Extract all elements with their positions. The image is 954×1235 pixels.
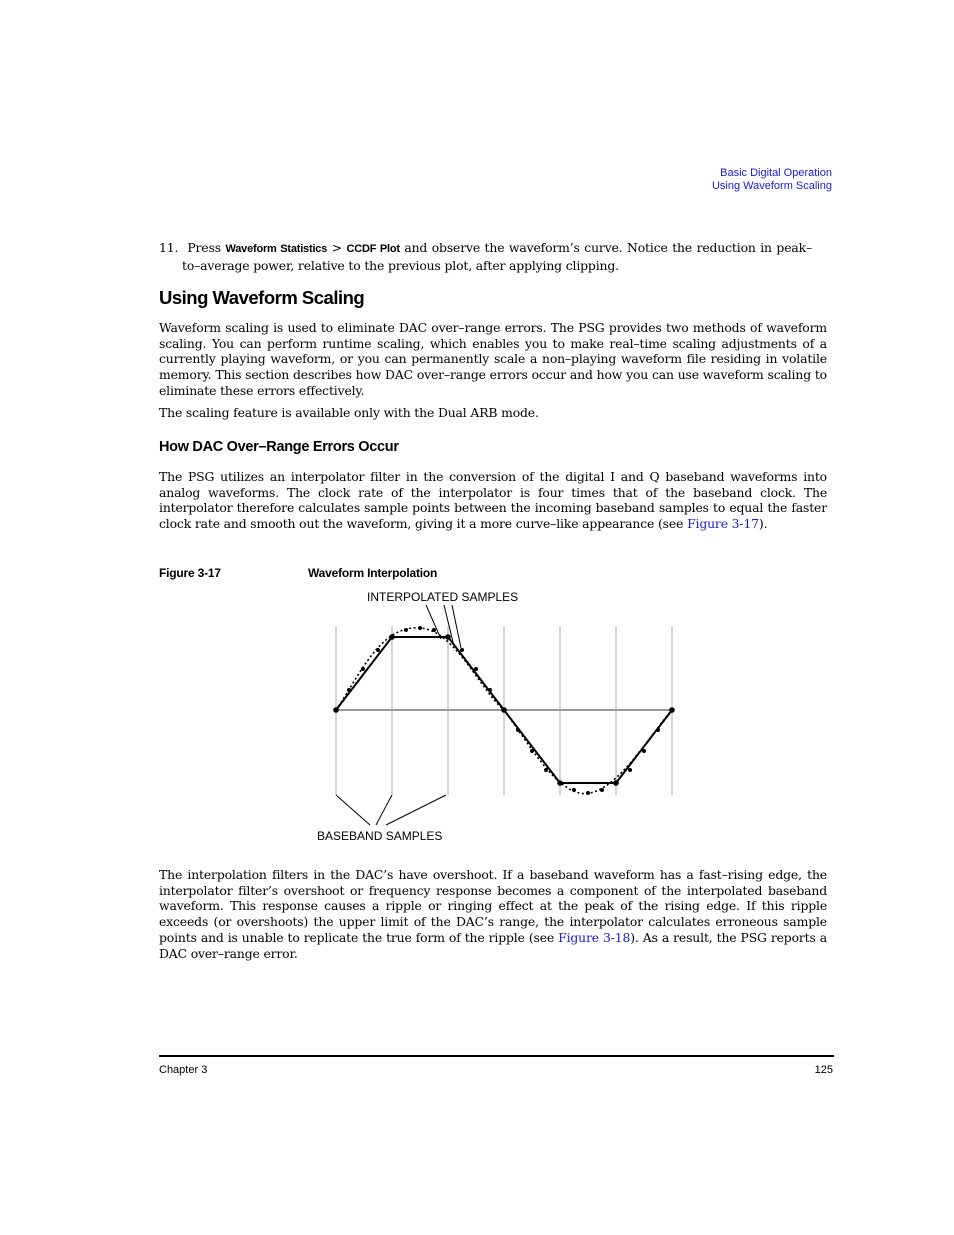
step-number: 11. — [159, 240, 179, 255]
header-section-title[interactable]: Using Waveform Scaling — [711, 179, 832, 192]
softkey-waveform-statistics: Waveform Statistics — [225, 243, 328, 255]
section-heading: Using Waveform Scaling — [159, 287, 365, 308]
figure-3-18-link[interactable]: Figure 3-18 — [558, 929, 631, 945]
subsection-paragraph-2 — [159, 867, 827, 961]
paragraph-end: ). — [758, 516, 768, 532]
baseband-samples-pointers — [336, 795, 446, 825]
step-text: and observe the waveform’s curve. Notice the reduction in peak–to–average power, relative to the previous plot, after applying clipping. — [182, 240, 813, 273]
paragraph-text: The interpolation filters in the DAC’s have overshoot. If a baseband waveform has a fast–rising edge, the interpolator filter’s overshoot or frequency response becomes a component of the interpolated baseband waveform. This response causes a ripple or ringing effect at the peak of the rising edge. If this ripple exceeds (or overshoots) the upper limit of the DAC’s range, the interpolator calculates erroneous sample points and is unable to replicate the true form of the ripple (see — [159, 867, 827, 945]
paragraph-text: The PSG utilizes an interpolator filter in the conversion of the digital I and Q baseband waveforms into analog waveforms. The clock rate of the interpolator is four times that of the baseband clock. The interpolator therefore calculates sample points between the incoming baseband samples to equal the faster clock rate and smooth out the waveform, giving it a more curve–like appearance (see — [159, 469, 827, 532]
softkey-ccdf-plot: CCDF Plot — [346, 243, 400, 255]
subsection-heading: How DAC Over–Range Errors Occur — [159, 439, 399, 455]
subsection-paragraph-1 — [159, 469, 827, 532]
footer-rule — [159, 1055, 834, 1057]
waveform-interpolation-figure — [300, 580, 700, 850]
figure-caption — [159, 566, 438, 580]
footer-chapter: Chapter 3 — [159, 1064, 208, 1076]
procedure-step-11 — [159, 240, 812, 273]
interpolated-samples-label: INTERPOLATED SAMPLES — [367, 590, 519, 604]
figure-number: Figure 3-17 — [159, 566, 221, 580]
softkey-separator: > — [331, 240, 342, 255]
step-press-word: Press — [187, 240, 221, 255]
running-header — [712, 167, 832, 192]
interpolated-samples-pointers — [426, 605, 461, 648]
figure-title: Waveform Interpolation — [308, 566, 438, 580]
baseband-samples-label: BASEBAND SAMPLES — [317, 829, 443, 843]
figure-3-17-link[interactable]: Figure 3-17 — [687, 516, 759, 532]
section-paragraph-1: Waveform scaling is used to eliminate DAC over–range errors. The PSG provides two methods of waveform scaling. You can perform runtime scaling, which enables you to make real–time scaling adjustments of a currently playing waveform, or you can permanently scale a non–playing waveform file residing in volatile memory. This section describes how DAC over–range errors occur and how you can use waveform scaling to eliminate these errors effectively. — [159, 320, 827, 398]
section-paragraph-2: The scaling feature is available only with the Dual ARB mode. — [159, 405, 539, 420]
page-number: 125 — [814, 1064, 833, 1076]
paragraph-end: ). As a result, the PSG reports a DAC over–range error. — [159, 929, 827, 961]
header-chapter-title[interactable]: Basic Digital Operation — [720, 167, 832, 179]
